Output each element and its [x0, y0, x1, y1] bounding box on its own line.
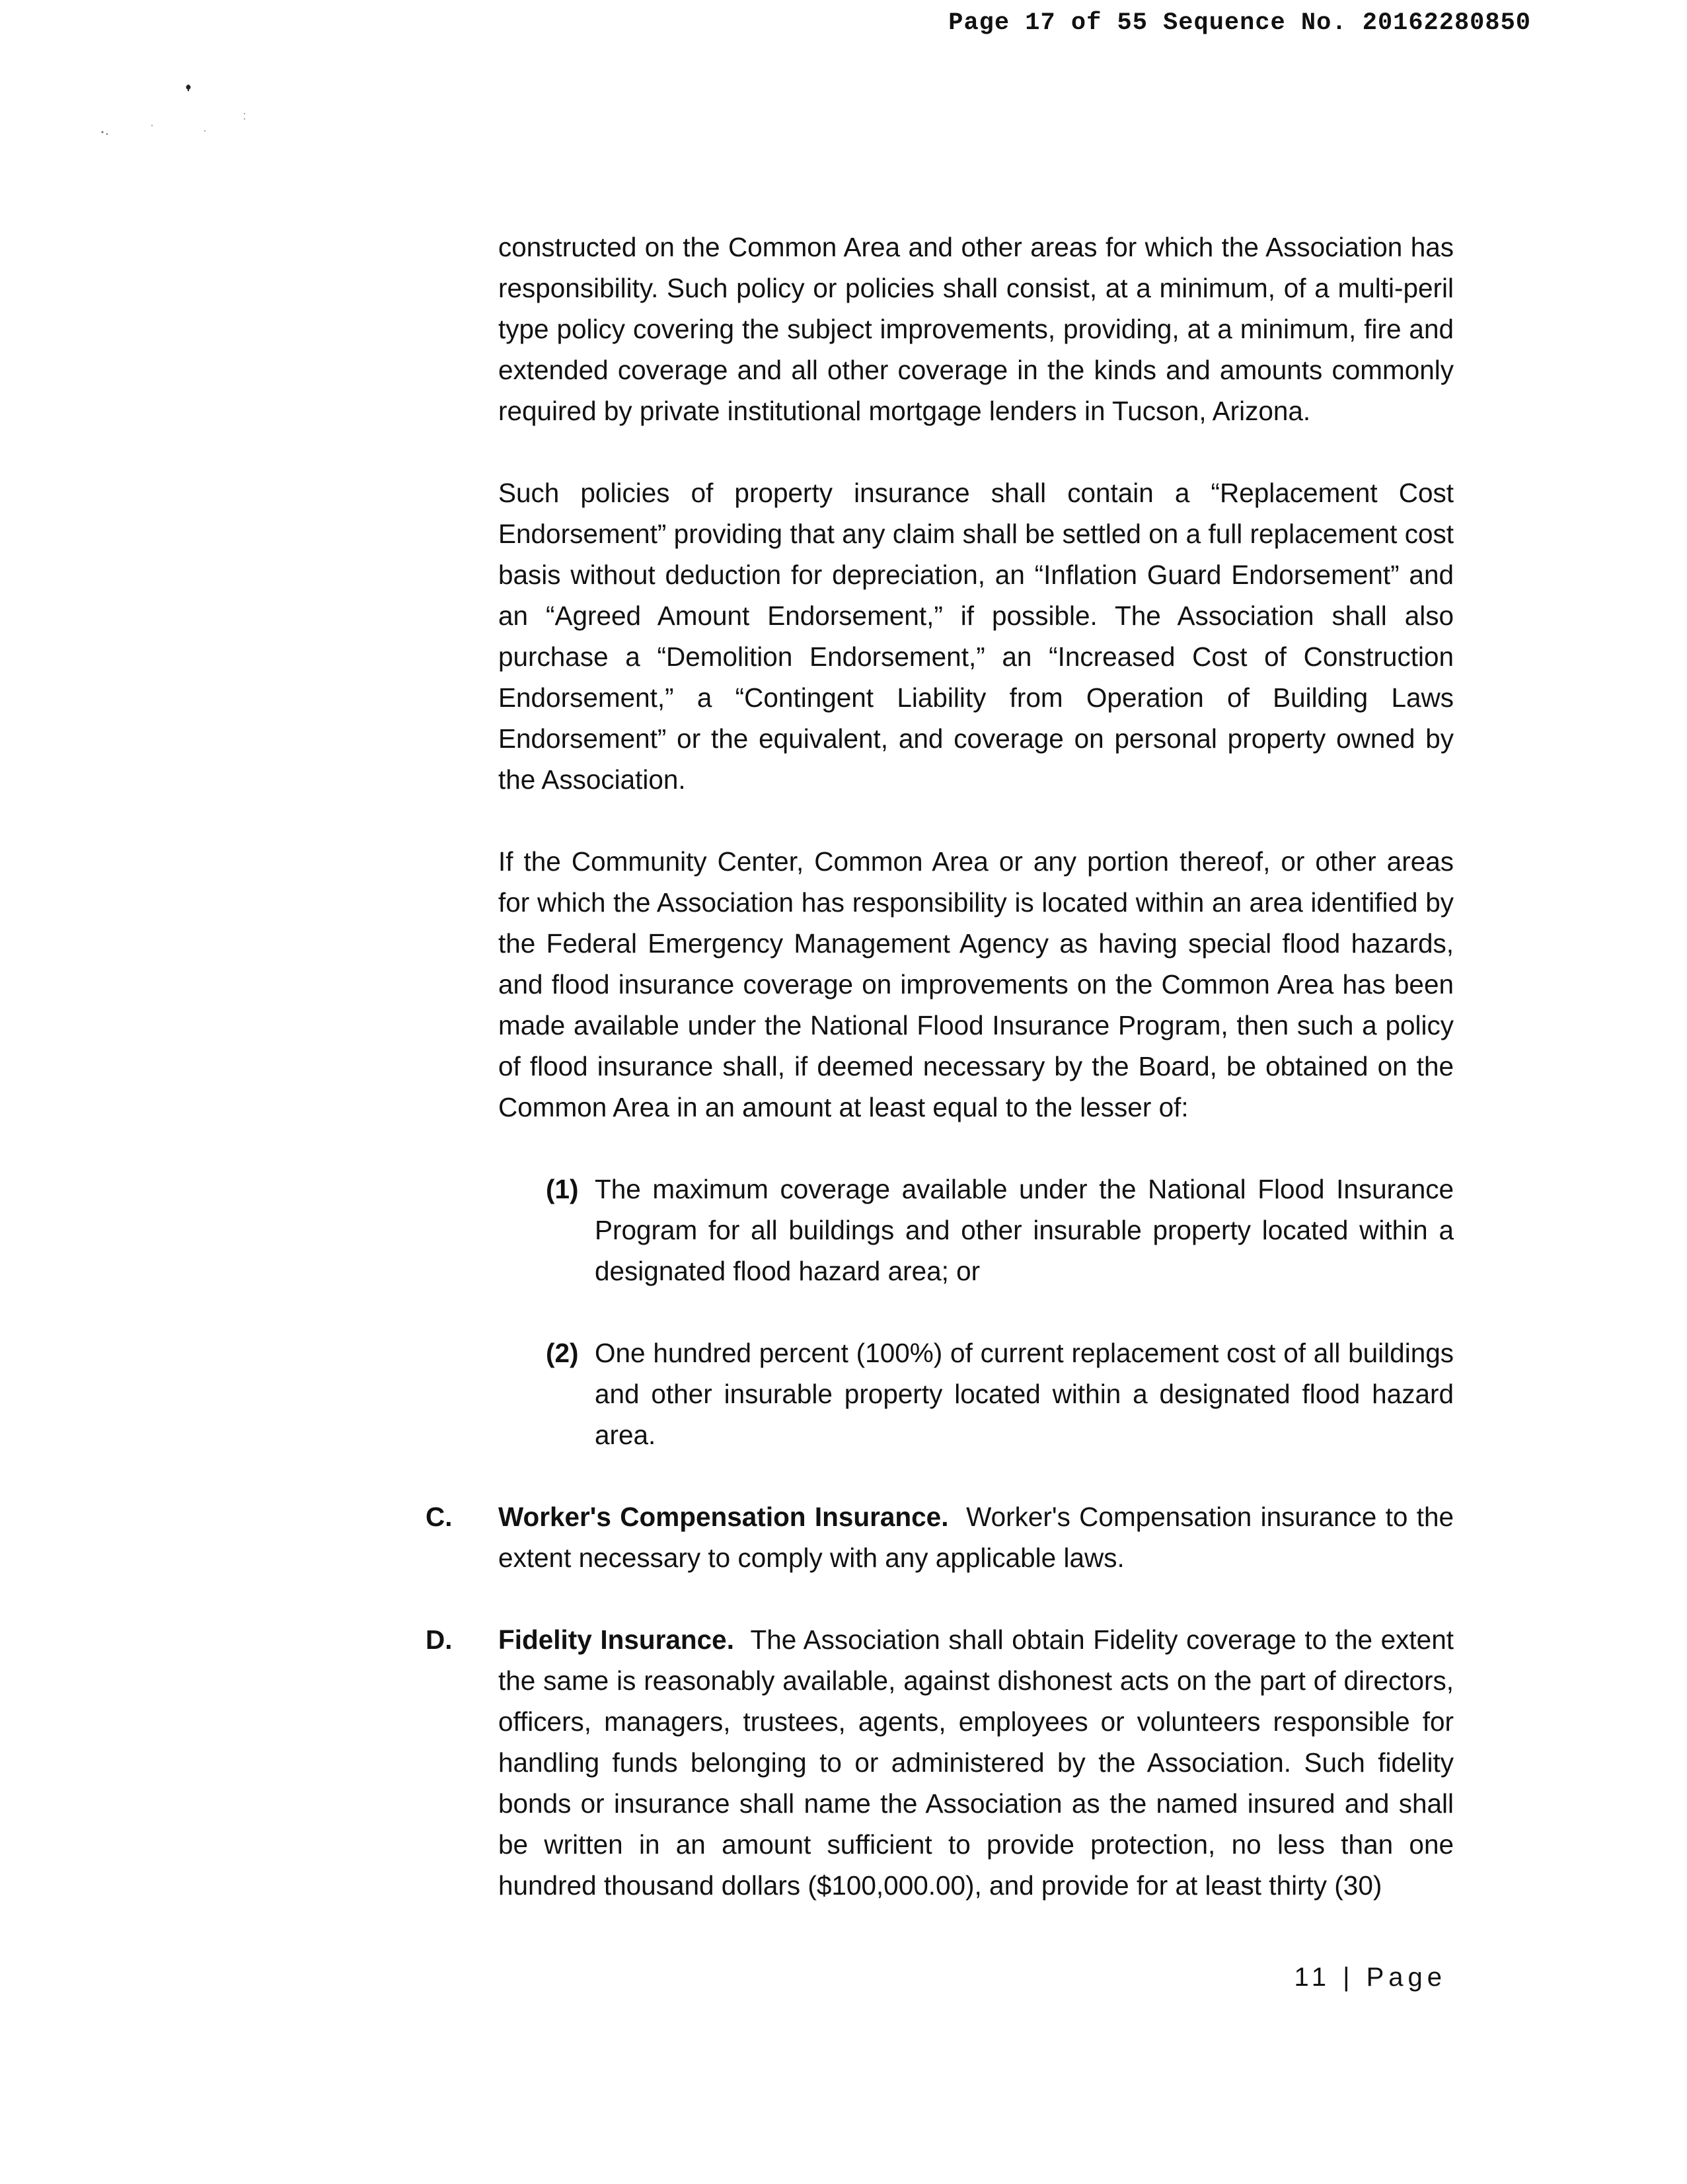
- list-item-flood-2: [498, 1332, 1454, 1455]
- list-item-number: (1): [546, 1174, 579, 1204]
- section-title: Fidelity Insurance.: [498, 1624, 734, 1655]
- list-item-flood-1: [498, 1169, 1454, 1292]
- document-body: [426, 227, 1454, 1947]
- section-workers-compensation: [426, 1496, 1454, 1578]
- paragraph-endorsements: Such policies of property insurance shall contain a “Replacement Cost Endorsement” providing that any claim shall be settled on a full replacement cost basis without deduction for depreciation, an “Inflation Guard Endorsement” and an “Agreed Amount Endorsement,” if possible. The Association shall also purchase a “Demolition Endorsement,” an “Increased Cost of Construction Endorsement,” a “Contingent Liability from Operation of Building Laws Endorsement” or the equivalent, and coverage on personal property owned by the Association.: [498, 478, 1454, 795]
- section-text: Worker's Compensation insurance to the extent necessary to comply with any applicable laws.: [498, 1502, 1454, 1573]
- paragraph-flood-insurance: If the Community Center, Common Area or any portion thereof, or other areas for which the Association has responsibility is located within an area identified by the Federal Emergency Management Agency as having special flood hazards, and flood insurance coverage on improvements on the Common Area has been made available under the National Flood Insurance Program, then such a policy of flood insurance shall, if deemed necessary by the Board, be obtained on the Common Area in an amount at least equal to the lesser of:: [498, 846, 1454, 1122]
- section-letter: C.: [426, 1502, 453, 1532]
- section-text: The Association shall obtain Fidelity coverage to the extent the same is reasonably available, against dishonest acts on the part of directors, officers, managers, trustees, agents, employees or volunteers responsible for handling funds belonging to or administered by the Association. Such fidelity bonds or insurance shall name the Association as the named insured and shall be written in an amount sufficient to provide protection, no less than one hundred thousand dollars ($100,000.00), and provide for at least thirty (30): [498, 1624, 1454, 1901]
- page-number-footer: 11 | Page: [1294, 1963, 1446, 1992]
- section-letter: D.: [426, 1624, 453, 1655]
- list-item-number: (2): [546, 1338, 579, 1368]
- section-title: Worker's Compensation Insurance.: [498, 1502, 949, 1532]
- paragraph-insurance-scope: constructed on the Common Area and other areas for which the Association has responsibility. Such policy or policies shall consist, at a minimum, of a multi-peril type policy covering the subject improvements, providing, at a minimum, fire and extended coverage and all other coverage in the kinds and amounts commonly required by private institutional mortgage lenders in Tucson, Arizona.: [498, 232, 1454, 426]
- section-fidelity-insurance: [426, 1619, 1454, 1906]
- page-sequence-header: Page 17 of 55 Sequence No. 20162280850: [948, 9, 1531, 37]
- scan-specks: [0, 0, 278, 145]
- list-item-text: One hundred percent (100%) of current replacement cost of all buildings and other insurable property located within a designated flood hazard area.: [595, 1338, 1454, 1450]
- list-item-text: The maximum coverage available under the National Flood Insurance Program for all buildings and other insurable property located within a designated flood hazard area; or: [595, 1174, 1454, 1286]
